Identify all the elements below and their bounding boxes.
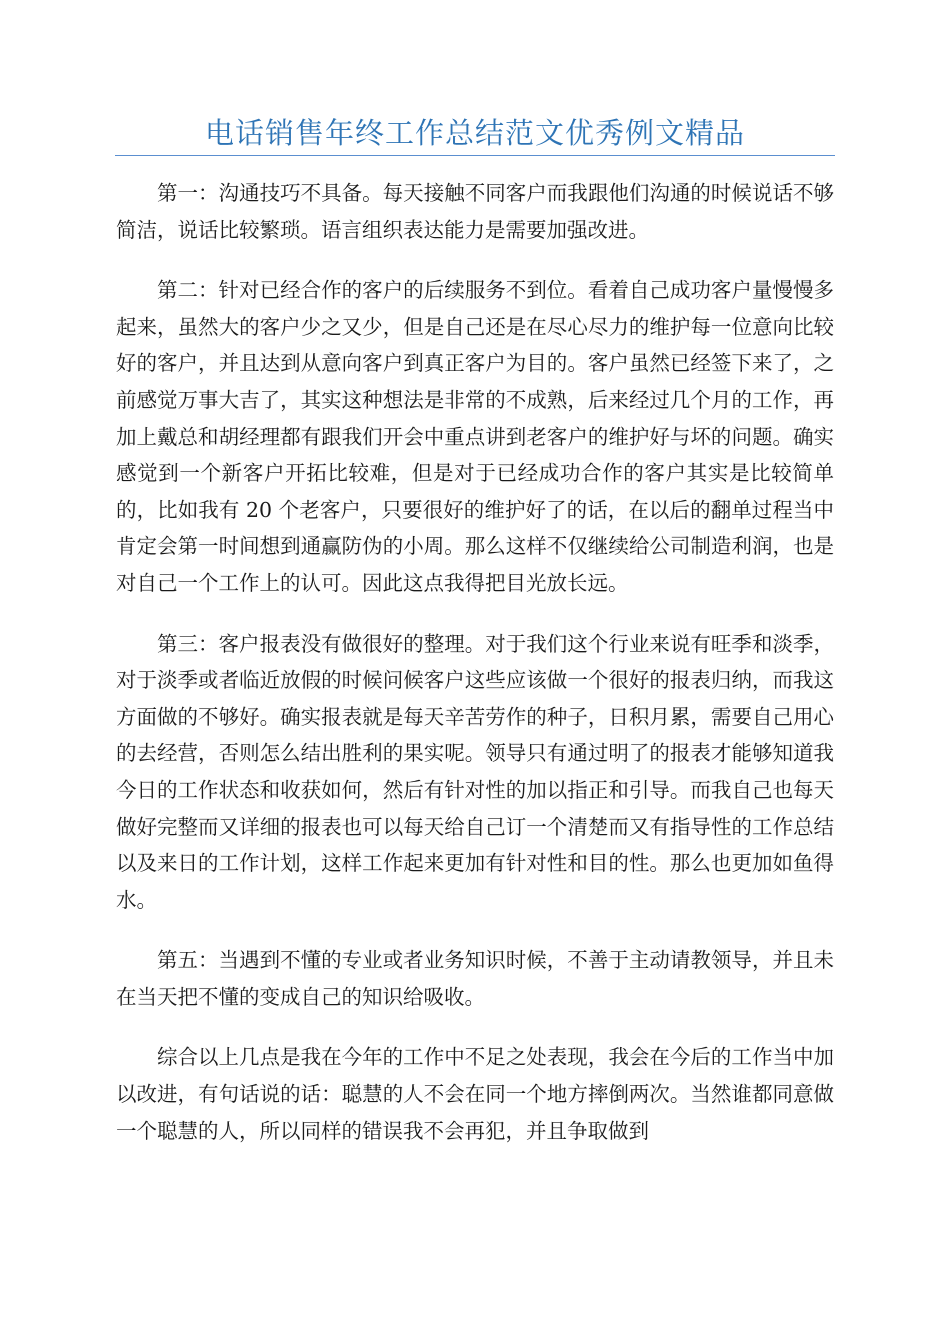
paragraph-1: 第一：沟通技巧不具备。每天接触不同客户而我跟他们沟通的时候说话不够简洁，说话比较繁琐。语言组织表达能力是需要加强改进。 [116,181,834,242]
paragraph-4: 第五：当遇到不懂的专业或者业务知识时候，不善于主动请教领导，并且未在当天把不懂的变成自己的知识给吸收。 [116,948,834,1009]
paragraph-2: 第二：针对已经合作的客户的后续服务不到位。看着自己成功客户量慢慢多起来，虽然大的客户少之又少，但是自己还是在尽心尽力的维护每一位意向比较好的客户，并且达到从意向客户到真正客户为目的。客户虽然已经签下来了，之前感觉万事大吉了，其实这种想法是非常的不成熟，后来经过几个月的工作，再加上戴总和胡经理都有跟我们开会中重点讲到老客户的维护好与坏的问题。确实感觉到一个新客户开拓比较难，但是对于已经成功合作的客户其实是比较简单的，比如我有 20 个老客户，只要很好的维护好了的话，在以后的翻单过程当中肯定会第一时间想到通赢防伪的小周。那么这样不仅继续给公司制造利润，也是对自己一个工作上的认可。因此这点我得把目光放长远。 [116,278,834,595]
paragraph-5: 综合以上几点是我在今年的工作中不足之处表现，我会在今后的工作当中加以改进，有句话说的话：聪慧的人不会在同一个地方摔倒两次。当然谁都同意做一个聪慧的人，所以同样的错误我不会再犯，并且争取做到 [116,1045,834,1143]
paragraph-3: 第三：客户报表没有做很好的整理。对于我们这个行业来说有旺季和淡季，对于淡季或者临近放假的时候问候客户这些应该做一个很好的报表归纳，而我这方面做的不够好。确实报表就是每天辛苦劳作的种子，日积月累，需要自己用心的去经营，否则怎么结出胜利的果实呢。领导只有通过明了的报表才能够知道我今日的工作状态和收获如何，然后有针对性的加以指正和引导。而我自己也每天做好完整而又详细的报表也可以每天给自己订一个清楚而又有指导性的工作总结以及来日的工作计划，这样工作起来更加有针对性和目的性。那么也更加如鱼得水。 [116,631,834,912]
document-title: 电话销售年终工作总结范文优秀例文精品 [204,116,745,150]
title-underline [115,155,835,156]
document-body [116,175,834,1173]
